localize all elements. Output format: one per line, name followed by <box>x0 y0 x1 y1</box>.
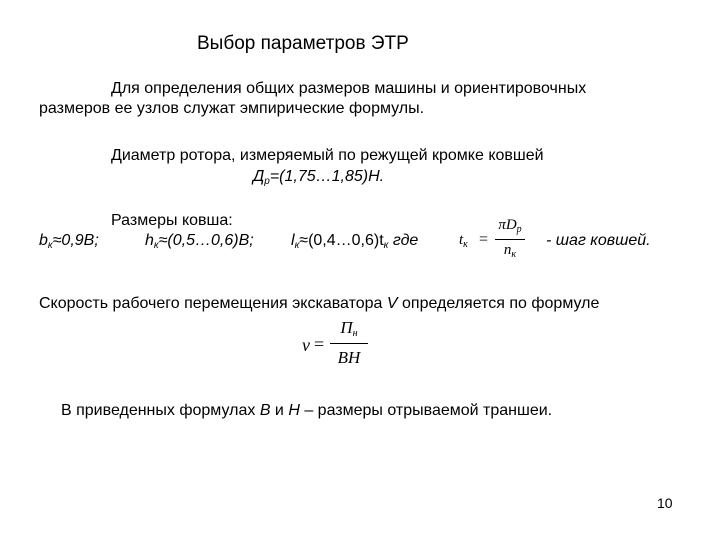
b-subscript: к <box>47 240 53 251</box>
bucket-length-formula <box>291 232 418 251</box>
intro-line-1: Для определения общих размеров машины и ориентировочных <box>111 80 587 97</box>
bucket-width-formula <box>39 232 99 251</box>
tk-lhs <box>459 232 468 250</box>
bucket-step-label: - шаг ковшей. <box>546 232 651 249</box>
bucket-step-formula <box>455 217 525 263</box>
where-word: где <box>392 232 419 249</box>
tk-numerator-subscript: р <box>516 224 522 235</box>
b-main: b <box>39 232 48 249</box>
tk-lhs-var: t <box>459 232 464 248</box>
v-lhs: v <box>302 335 310 355</box>
speed-formula <box>300 318 370 372</box>
h-subscript: к <box>153 240 159 251</box>
l-subscript-2: к <box>383 240 389 251</box>
l-rest: ≈(0,4…0,6)t <box>299 232 384 249</box>
note-mid: и <box>270 402 289 419</box>
tk-lhs-subscript: к <box>463 239 468 250</box>
speed-text-before: Скорость рабочего перемещения экскаватора <box>39 295 387 312</box>
closing-note <box>61 402 552 420</box>
v-numerator <box>330 318 368 339</box>
tk-denominator <box>495 242 525 260</box>
rotor-formula-rest: =(1,75…1,85)Н. <box>269 168 385 185</box>
v-denominator: ВН <box>337 348 361 367</box>
bucket-heading: Размеры ковша: <box>111 212 233 229</box>
rotor-formula-prefix: Д <box>253 168 265 185</box>
tk-denominator-main: n <box>503 242 512 258</box>
tk-denominator-subscript: к <box>511 249 517 260</box>
tk-numerator <box>495 217 525 235</box>
h-main: h <box>145 232 154 249</box>
note-before: В приведенных формулах <box>61 402 260 419</box>
page-title: Выбор параметров ЭТР <box>197 33 409 54</box>
tk-equals: = <box>479 231 489 248</box>
speed-description <box>39 295 599 313</box>
v-numerator-main: П <box>340 318 353 337</box>
speed-var: V <box>386 295 398 312</box>
rotor-diameter-formula <box>253 168 384 187</box>
note-var-2: Н <box>288 402 300 419</box>
rotor-description: Диаметр ротора, измеряемый по режущей кромке ковшей <box>111 147 544 164</box>
bucket-height-formula <box>145 232 254 251</box>
l-subscript: к <box>294 240 300 251</box>
note-after: – размеры отрываемой траншеи. <box>299 402 553 419</box>
tk-numerator-main: πD <box>498 217 517 233</box>
h-rest: ≈(0,5…0,6)В; <box>158 232 254 249</box>
v-numerator-subscript: н <box>352 328 358 339</box>
speed-text-after: определяется по формуле <box>397 295 600 312</box>
tk-fraction-bar <box>495 239 525 240</box>
page-number: 10 <box>657 495 673 511</box>
rotor-formula-subscript: р <box>264 176 270 187</box>
intro-line-2: размеров ее узлов служат эмпирические формулы. <box>39 100 425 117</box>
v-fraction-bar <box>330 343 368 344</box>
l-main: l <box>291 232 295 249</box>
b-rest: ≈0,9В; <box>52 232 99 249</box>
v-equals: = <box>314 334 325 354</box>
note-var-1: В <box>259 402 271 419</box>
